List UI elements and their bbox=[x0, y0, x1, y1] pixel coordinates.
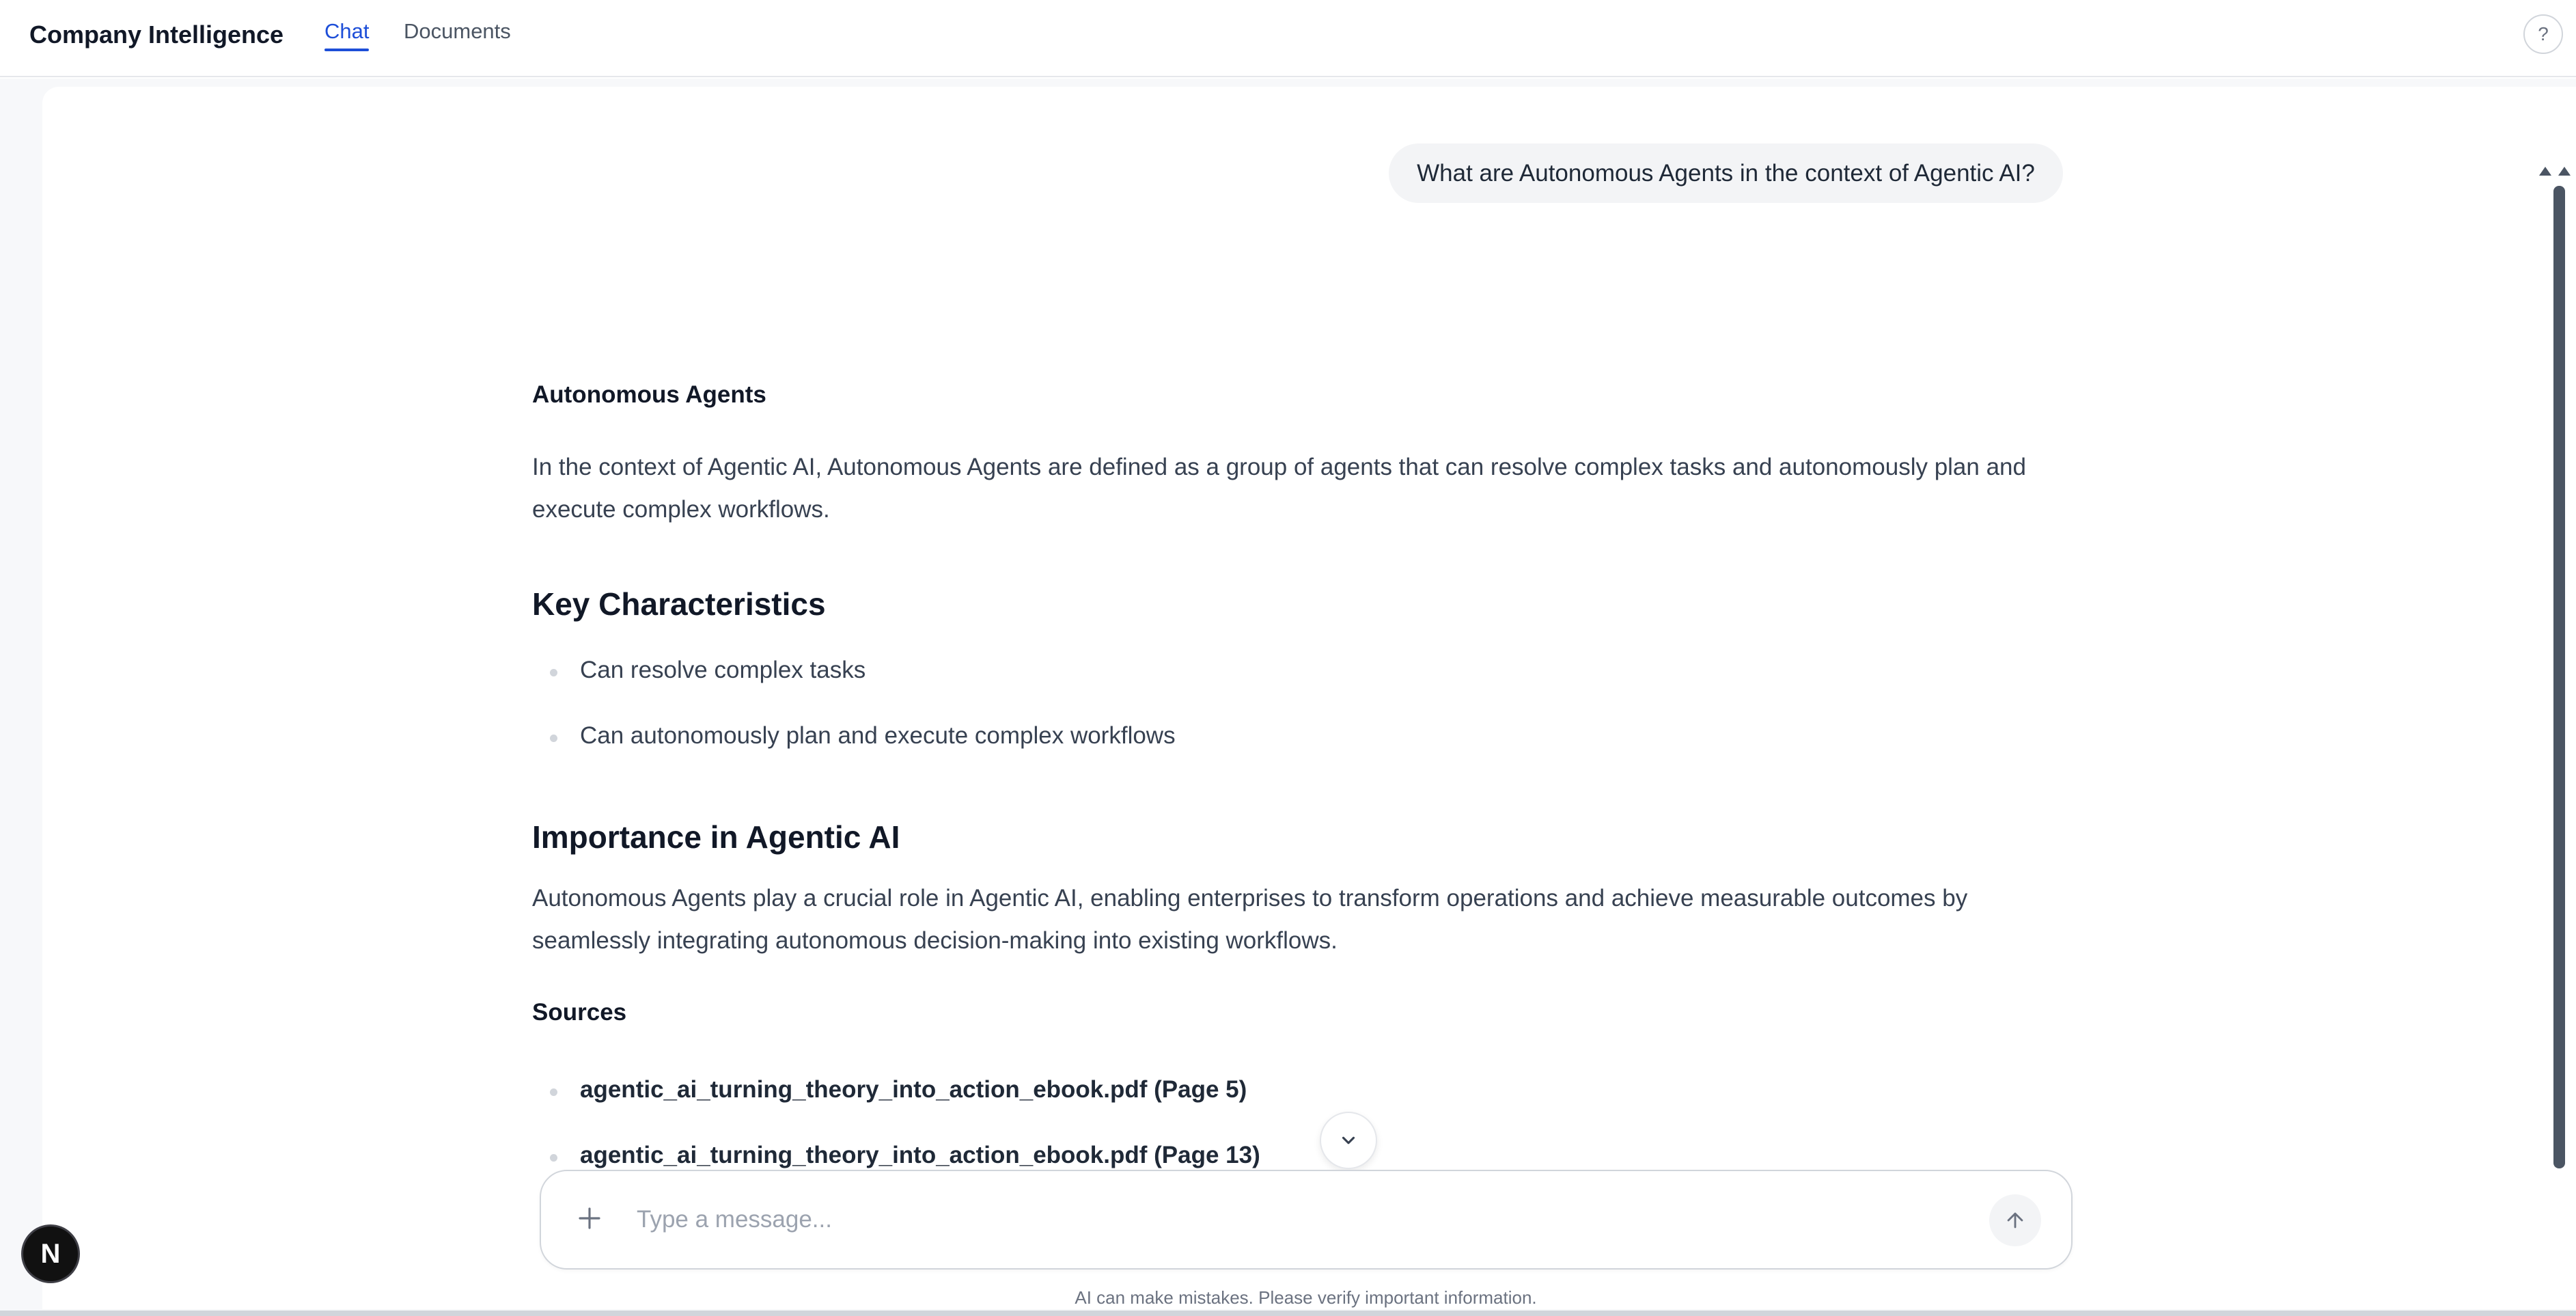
scroll-up-arrow-icon[interactable] bbox=[2558, 167, 2571, 176]
message-input[interactable] bbox=[637, 1196, 1866, 1244]
scrollbar-thumb[interactable] bbox=[2553, 186, 2565, 1168]
top-navigation-bar bbox=[0, 0, 2576, 77]
user-message-bubble: What are Autonomous Agents in the context of Agentic AI? bbox=[1389, 143, 2063, 203]
plus-icon[interactable] bbox=[575, 1204, 604, 1233]
section-title-importance: Importance in Agentic AI bbox=[532, 819, 900, 855]
send-button[interactable] bbox=[1989, 1194, 2041, 1246]
answer-heading: Autonomous Agents bbox=[532, 381, 766, 408]
list-item: Can resolve complex tasks bbox=[580, 657, 866, 683]
source-link[interactable]: agentic_ai_turning_theory_into_action_ebook.pdf (Page 13) bbox=[580, 1142, 1260, 1168]
dev-tools-badge[interactable] bbox=[21, 1224, 80, 1283]
message-composer bbox=[540, 1170, 2073, 1270]
source-link[interactable]: agentic_ai_turning_theory_into_action_ebook.pdf (Page 5) bbox=[580, 1076, 1247, 1103]
list-item: Can autonomously plan and execute complex workflows bbox=[580, 722, 1176, 749]
chevron-down-icon bbox=[1338, 1130, 1359, 1151]
help-button[interactable] bbox=[2523, 14, 2563, 54]
answer-intro: In the context of Agentic AI, Autonomous Agents are defined as a group of agents that can resolve complex tasks and autonomously plan and execute complex workflows. bbox=[532, 454, 2026, 523]
n-logo-icon: N bbox=[40, 1238, 61, 1269]
scroll-up-arrow-icon[interactable] bbox=[2539, 167, 2551, 176]
tab-chat[interactable]: Chat bbox=[324, 19, 370, 43]
conversation-panel bbox=[42, 87, 2576, 1309]
tab-documents[interactable]: Documents bbox=[404, 19, 511, 43]
scroll-to-bottom-button[interactable] bbox=[1320, 1112, 1377, 1169]
arrow-up-icon bbox=[2004, 1209, 2027, 1232]
disclaimer: AI can make mistakes. Please verify important information. bbox=[1075, 1287, 1537, 1308]
help-icon: ? bbox=[2538, 23, 2549, 44]
importance-text: Autonomous Agents play a crucial role in Agentic AI, enabling enterprises to transform operations and achieve measurable outcomes by seamlessly integrating autonomous decision-making into existing workflows. bbox=[532, 885, 1968, 954]
bottom-divider bbox=[0, 1311, 2576, 1316]
sources-heading: Sources bbox=[532, 999, 627, 1026]
app-title: Company Intelligence bbox=[29, 20, 284, 49]
section-title-key-characteristics: Key Characteristics bbox=[532, 586, 826, 622]
